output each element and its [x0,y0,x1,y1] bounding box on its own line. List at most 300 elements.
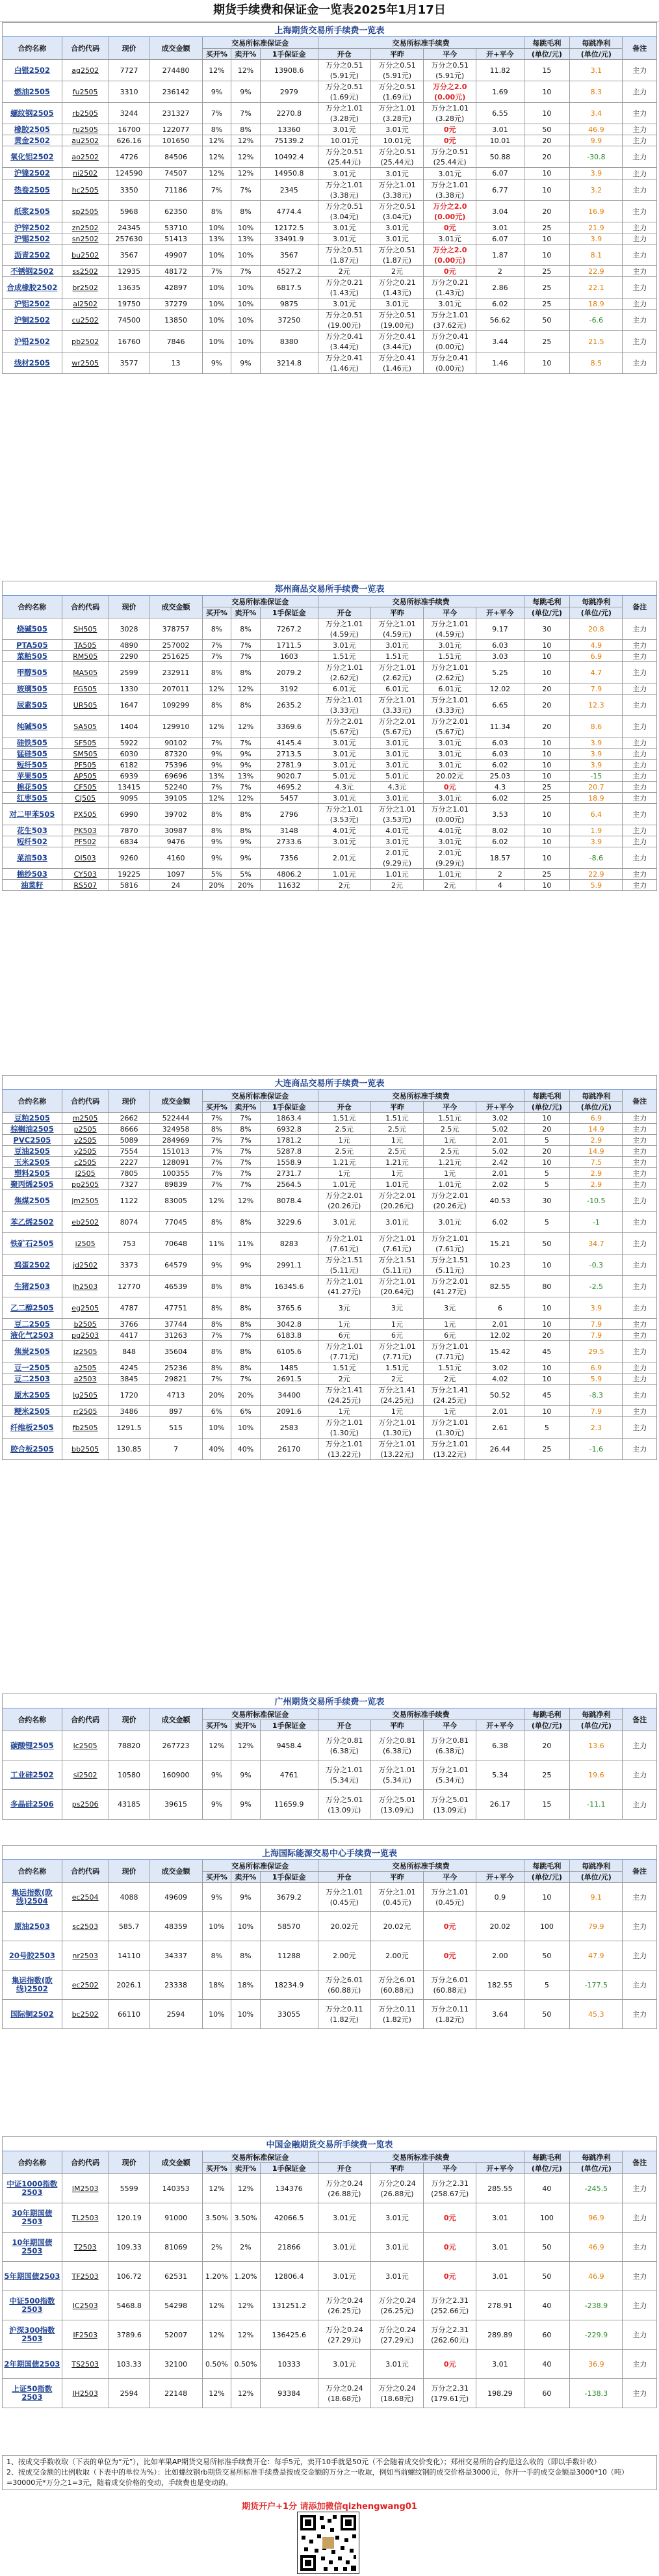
contract-name-link[interactable]: 铁矿石2505 [3,1233,62,1255]
close-today-fee-cell-value: 2元 [444,1375,456,1383]
contract-code-link[interactable]: pg2503 [62,1330,109,1341]
margin-per-lot-cell: 2079.2 [260,662,318,684]
open-fee-cell-value: 2.01元 [333,854,356,862]
table-row[interactable] [3,60,657,81]
contract-code-link[interactable]: ps2506 [62,1790,109,1820]
table-row[interactable] [3,662,657,684]
contract-code-link[interactable]: jz2505 [62,1341,109,1362]
contract-name-link[interactable]: 红枣505 [3,793,62,804]
contract-code-link[interactable]: ss2502 [62,266,109,277]
open-fee-cell [318,352,370,374]
volume-cell: 4160 [149,847,202,869]
contract-name-link[interactable]: 集运指数(欧线)2502 [3,1971,62,2000]
table-row[interactable] [3,277,657,299]
contract-name-link[interactable]: 花生503 [3,825,62,836]
table-row[interactable] [3,749,657,760]
column-header: 交易所标准手续费 [318,1090,524,1102]
close-today-fee-cell-amount: (0.00元) [434,213,466,221]
contract-name-link[interactable]: 焦煤2505 [3,1190,62,1212]
table-row[interactable] [3,1883,657,1912]
contract-code-link[interactable]: l2505 [62,1168,109,1179]
contract-code-link[interactable]: jd2502 [62,1255,109,1276]
contract-code-link[interactable]: m2505 [62,1113,109,1124]
contract-name-link[interactable]: 上证50指数2503 [3,2379,62,2408]
contract-name-link[interactable]: 中证500指数2503 [3,2291,62,2320]
close-old-fee-cell [370,201,423,222]
table-row[interactable] [3,825,657,836]
table-row[interactable] [3,1912,657,1941]
contract-code-link[interactable]: OI503 [62,847,109,869]
contract-code-link[interactable]: FG505 [62,684,109,695]
contract-code-link[interactable]: bc2502 [62,2000,109,2029]
table-row[interactable] [3,1406,657,1417]
table-row[interactable] [3,2000,657,2029]
contract-name-link[interactable]: 工业硅2502 [3,1760,62,1790]
contract-name-link[interactable]: 塑料2505 [3,1168,62,1179]
table-row[interactable] [3,2233,657,2262]
contract-name-link[interactable]: 沪锡2502 [3,233,62,245]
contract-name-link[interactable]: 豆粕2505 [3,1113,62,1124]
table-row[interactable] [3,640,657,651]
contract-name-link[interactable]: 锰硅505 [3,749,62,760]
contract-code-link[interactable]: rb2505 [62,103,109,124]
margin-per-lot-cell: 11288 [260,1941,318,1971]
contract-name-link[interactable]: 集运指数(欧线)2504 [3,1883,62,1912]
contract-code-link[interactable]: AP505 [62,771,109,782]
table-row[interactable] [3,771,657,782]
short-margin-cell: 7% [231,1157,261,1168]
contract-name-link[interactable]: 棉花505 [3,782,62,793]
contract-code-link[interactable]: rr2505 [62,1406,109,1417]
contract-code-link[interactable]: sc2503 [62,1912,109,1941]
contract-name-link[interactable]: 油菜籽 [3,880,62,891]
contract-name-link[interactable]: 生猪2503 [3,1276,62,1297]
tick-value-cell: 5 [524,1212,570,1233]
table-row[interactable] [3,1760,657,1790]
contract-name-link[interactable]: 豆二2503 [3,1374,62,1385]
contract-name-link[interactable]: 螺纹钢2505 [3,103,62,124]
close-old-fee-cell-value: 3.01元 [385,2272,409,2281]
table-row[interactable] [3,352,657,374]
contract-code-link[interactable]: ag2502 [62,60,109,81]
table-row[interactable] [3,1362,657,1374]
open-fee-cell [318,168,370,179]
contract-name-link[interactable]: 沪铝2502 [3,299,62,310]
contract-code-link[interactable]: SM505 [62,749,109,760]
column-header: 每跳毛利 [524,37,570,49]
contract-code-link[interactable]: TL2503 [62,2203,109,2233]
table-row[interactable] [3,124,657,135]
contract-code-link[interactable]: ec2502 [62,1971,109,2000]
close-today-fee-cell-value: 3.01元 [438,169,461,178]
close-today-fee-cell-amount: (0.00元) [434,93,466,101]
contract-code-link[interactable]: MA505 [62,662,109,684]
contract-code-link[interactable]: pp2505 [62,1179,109,1190]
contract-code-link[interactable]: IM2503 [62,2174,109,2203]
close-today-fee-cell-amount: (258.67元) [431,2190,469,2198]
contract-code-link[interactable]: hc2505 [62,179,109,201]
table-row[interactable] [3,179,657,201]
contract-name-link[interactable]: 苹果505 [3,771,62,782]
contract-code-link[interactable]: p2505 [62,1124,109,1135]
contract-name-link[interactable]: 沥青2502 [3,245,62,266]
contract-code-link[interactable]: b2505 [62,1319,109,1330]
contract-name-link[interactable]: 液化气2503 [3,1330,62,1341]
open-fee-cell [318,2350,370,2379]
margin-per-lot-cell: 2733.6 [260,836,318,847]
table-row[interactable] [3,1941,657,1971]
contract-name-link[interactable]: 甲醇505 [3,662,62,684]
contract-name-link[interactable]: 黄金2502 [3,135,62,146]
contract-name-link[interactable]: PTA505 [3,640,62,651]
contract-code-link[interactable]: RM505 [62,651,109,662]
table-row[interactable] [3,245,657,266]
margin-per-lot-cell: 6817.5 [260,277,318,299]
table-row[interactable] [3,103,657,124]
tick-value-cell: 50 [524,2262,570,2291]
contract-code-link[interactable]: SH505 [62,618,109,640]
open-fee-cell [318,880,370,891]
contract-code-link[interactable]: lg2505 [62,1385,109,1406]
contract-name-link[interactable]: 棉纱503 [3,869,62,880]
table-row[interactable] [3,266,657,277]
margin-per-lot-cell: 1485 [260,1362,318,1374]
contract-code-link[interactable]: ru2505 [62,124,109,135]
contract-code-link[interactable]: a2503 [62,1374,109,1385]
contract-code-link[interactable]: wr2505 [62,352,109,374]
contract-code-link[interactable]: sn2502 [62,233,109,245]
contract-name-link[interactable]: 苯乙烯2502 [3,1212,62,1233]
table-row[interactable] [3,2350,657,2379]
contract-code-link[interactable]: RS507 [62,880,109,891]
contract-code-link[interactable]: fu2505 [62,81,109,103]
contract-name-link[interactable]: 沪铅2502 [3,331,62,352]
table-row[interactable] [3,1255,657,1276]
margin-per-lot-cell: 10333 [260,2350,318,2379]
close-old-fee-cell-value: 万分之0.11 [378,2005,416,2013]
close-old-fee-cell-value: 万分之0.41 [378,354,416,362]
close-today-fee-cell [424,1113,476,1124]
table-row[interactable] [3,1385,657,1406]
table-row[interactable] [3,651,657,662]
contract-code-link[interactable]: lh2503 [62,1276,109,1297]
close-old-fee-cell-value: 3.01元 [385,761,409,769]
table-row[interactable] [3,1341,657,1362]
close-old-fee-cell-amount: (0.45元) [382,1898,411,1907]
table-row[interactable] [3,310,657,331]
table-row[interactable] [3,1417,657,1439]
contract-name-link[interactable]: 焦炭2505 [3,1341,62,1362]
contract-name-link[interactable]: 沪镍2502 [3,168,62,179]
open-plus-close-cell: 3.03 [476,651,524,662]
close-today-fee-cell-value: 万分之2.0 [432,202,467,211]
contract-code-link[interactable]: CY503 [62,869,109,880]
close-old-fee-cell-value: 6元 [391,1331,403,1340]
price-cell: 9095 [109,793,149,804]
table-row[interactable] [3,2174,657,2203]
table-row[interactable] [3,233,657,245]
table-row[interactable] [3,331,657,352]
table-row[interactable] [3,1330,657,1341]
contract-name-link[interactable]: 5年期国债2503 [3,2262,62,2291]
contract-code-link[interactable]: au2502 [62,135,109,146]
remark-cell: 主力 [623,1297,657,1319]
table-row[interactable] [3,1135,657,1146]
contract-code-link[interactable]: IC2503 [62,2291,109,2320]
contract-code-link[interactable]: PF502 [62,836,109,847]
table-row[interactable] [3,716,657,737]
contract-code-link[interactable]: v2505 [62,1135,109,1146]
table-row[interactable] [3,684,657,695]
column-header: 开+平今 [476,49,524,60]
table-row[interactable] [3,299,657,310]
table-row[interactable] [3,135,657,146]
contract-code-link[interactable]: pb2502 [62,331,109,352]
contract-name-link[interactable]: 原木2505 [3,1385,62,1406]
contract-name-link[interactable]: 豆一2505 [3,1362,62,1374]
column-header: 开仓 [318,1102,370,1113]
contract-name-link[interactable]: 豆油2505 [3,1146,62,1157]
margin-per-lot-cell: 93384 [260,2379,318,2408]
table-row[interactable] [3,1190,657,1212]
table-row[interactable] [3,2291,657,2320]
table-row[interactable] [3,2320,657,2350]
table-row[interactable] [3,1179,657,1190]
table-row[interactable] [3,201,657,222]
contract-code-link[interactable]: UR505 [62,695,109,716]
table-row[interactable] [3,836,657,847]
table-row[interactable] [3,1124,657,1135]
contract-name-link[interactable]: 沪深300指数2503 [3,2320,62,2350]
contract-name-link[interactable]: 纤维板2505 [3,1417,62,1439]
price-cell: 3567 [109,245,149,266]
volume-cell: 46539 [149,1276,202,1297]
table-row[interactable] [3,880,657,891]
close-today-fee-cell-value: 万分之1.01 [431,620,469,628]
contract-name-link[interactable]: 菜粕505 [3,651,62,662]
contract-code-link[interactable]: bu2502 [62,245,109,266]
contract-name-link[interactable]: 菜油503 [3,847,62,869]
contract-code-link[interactable]: SA505 [62,716,109,737]
long-margin-cell: 12% [202,168,231,179]
table-row[interactable] [3,1276,657,1297]
table-row[interactable] [3,146,657,168]
contract-name-link[interactable]: 乙二醇2505 [3,1297,62,1319]
contract-name-link[interactable]: 30年期国债2503 [3,2203,62,2233]
contract-code-link[interactable]: jm2505 [62,1190,109,1212]
contract-name-link[interactable]: 粳米2505 [3,1406,62,1417]
contract-code-link[interactable]: br2502 [62,277,109,299]
close-old-fee-cell [370,1406,423,1417]
table-row[interactable] [3,782,657,793]
long-margin-cell: 7% [202,1168,231,1179]
contract-code-link[interactable]: ni2502 [62,168,109,179]
contract-name-link[interactable]: PVC2505 [3,1135,62,1146]
contract-code-link[interactable]: fb2505 [62,1417,109,1439]
contract-code-link[interactable]: TA505 [62,640,109,651]
table-row[interactable] [3,1731,657,1760]
tick-value-cell: 10 [524,737,570,749]
table-row[interactable] [3,869,657,880]
table-row[interactable] [3,1146,657,1157]
contract-name-link[interactable]: 中证1000指数2503 [3,2174,62,2203]
contract-code-link[interactable]: bb2505 [62,1439,109,1460]
contract-code-link[interactable]: PK503 [62,825,109,836]
table-row[interactable] [3,1168,657,1179]
contract-name-link[interactable]: 燃油2505 [3,81,62,103]
contract-code-link[interactable]: T2503 [62,2233,109,2262]
contract-code-link[interactable]: TS2503 [62,2350,109,2379]
contract-code-link[interactable]: CF505 [62,782,109,793]
contract-code-link[interactable]: sp2505 [62,201,109,222]
open-fee-cell [318,1135,370,1146]
close-today-fee-cell-value: 0元 [443,224,456,232]
contract-code-link[interactable]: i2505 [62,1233,109,1255]
table-row[interactable] [3,793,657,804]
contract-name-link[interactable]: 纯碱505 [3,716,62,737]
contract-name-link[interactable]: 合成橡胶2502 [3,277,62,299]
contract-code-link[interactable]: zn2502 [62,222,109,233]
contract-name-link[interactable]: 玻璃505 [3,684,62,695]
table-row[interactable] [3,1157,657,1168]
open-fee-cell-amount: (1.43元) [330,289,359,297]
volume-cell: 83005 [149,1190,202,1212]
contract-name-link[interactable]: 烧碱505 [3,618,62,640]
tick-value-cell: 10 [524,662,570,684]
table-row[interactable] [3,2379,657,2408]
open-plus-close-cell: 18.57 [476,847,524,869]
contract-code-link[interactable]: ao2502 [62,146,109,168]
open-fee-cell-amount: (1.46元) [330,364,359,373]
contract-name-link[interactable]: 2年期国债2503 [3,2350,62,2379]
table-row[interactable] [3,695,657,716]
table-row[interactable] [3,81,657,103]
open-fee-cell-value: 10.01元 [330,137,359,145]
price-cell: 5816 [109,880,149,891]
contract-code-link[interactable]: cu2502 [62,310,109,331]
contract-name-link[interactable]: 10年期国债2503 [3,2233,62,2262]
table-row[interactable] [3,618,657,640]
contract-code-link[interactable]: si2502 [62,1760,109,1790]
contract-code-link[interactable]: nr2503 [62,1941,109,1971]
contract-code-link[interactable]: al2502 [62,299,109,310]
contract-code-link[interactable]: SF505 [62,737,109,749]
contract-name-link[interactable]: 短纤502 [3,836,62,847]
table-row[interactable] [3,737,657,749]
table-row[interactable] [3,1439,657,1460]
open-fee-cell [318,847,370,869]
table-row[interactable] [3,1297,657,1319]
contract-name-link[interactable]: 20号胶2503 [3,1941,62,1971]
contract-name-link[interactable]: 多晶硅2506 [3,1790,62,1820]
short-margin-cell: 8% [231,1341,261,1362]
contract-code-link[interactable]: IH2503 [62,2379,109,2408]
table-row[interactable] [3,804,657,825]
close-old-fee-cell-value: 1元 [391,1136,403,1145]
contract-name-link[interactable]: 白银2502 [3,60,62,81]
remark-cell: 主力 [623,60,657,81]
contract-name-link[interactable]: 沪锌2502 [3,222,62,233]
contract-name-link[interactable]: 沪铜2502 [3,310,62,331]
table-row[interactable] [3,1319,657,1330]
table-row[interactable] [3,168,657,179]
table-row[interactable] [3,222,657,233]
table-row[interactable] [3,2203,657,2233]
contract-code-link[interactable]: CJ505 [62,793,109,804]
contract-code-link[interactable]: y2505 [62,1146,109,1157]
contract-name-link[interactable]: 短纤505 [3,760,62,771]
contract-name-link[interactable]: 硅铁505 [3,737,62,749]
long-margin-cell: 9% [202,81,231,103]
table-row[interactable] [3,2262,657,2291]
contract-name-link[interactable]: 碳酸锂2505 [3,1731,62,1760]
close-old-fee-cell-amount: (5.11元) [382,1266,412,1275]
contract-code-link[interactable]: a2505 [62,1362,109,1374]
close-old-fee-cell [370,2203,423,2233]
remark-cell: 主力 [623,2320,657,2350]
margin-per-lot-cell: 2731.7 [260,1168,318,1179]
contract-code-link[interactable]: PX505 [62,804,109,825]
contract-name-link[interactable]: 豆二2505 [3,1319,62,1330]
table-row[interactable] [3,760,657,771]
close-today-fee-cell-value: 万分之1.01 [431,805,469,814]
contract-name-link[interactable]: 不锈钢2502 [3,266,62,277]
contract-code-link[interactable]: TF2503 [62,2262,109,2291]
contract-code-link[interactable]: eb2502 [62,1212,109,1233]
price-cell: 626.16 [109,135,149,146]
table-row[interactable] [3,1113,657,1124]
contract-code-link[interactable]: c2505 [62,1157,109,1168]
contract-name-link[interactable]: 热卷2505 [3,179,62,201]
contract-name-link[interactable]: 国际铜2502 [3,2000,62,2029]
contract-name-link[interactable]: 氧化铝2502 [3,146,62,168]
open-fee-cell [318,1179,370,1190]
short-margin-cell: 7% [231,103,261,124]
contract-code-link[interactable]: lc2505 [62,1731,109,1760]
volume-cell: 32100 [149,2350,202,2379]
tick-value-cell: 10 [524,1255,570,1276]
contract-code-link[interactable]: eg2505 [62,1297,109,1319]
table-row[interactable] [3,1790,657,1820]
contract-name-link[interactable]: 胶合板2505 [3,1439,62,1460]
contract-name-link[interactable]: 原油2503 [3,1912,62,1941]
contract-name-link[interactable]: 纸浆2505 [3,201,62,222]
table-row[interactable] [3,847,657,869]
contract-name-link[interactable]: 棕榈油2505 [3,1124,62,1135]
contract-code-link[interactable]: PF505 [62,760,109,771]
contract-name-link[interactable]: 对二甲苯505 [3,804,62,825]
contract-name-link[interactable]: 尿素505 [3,695,62,716]
close-today-fee-cell [424,299,476,310]
column-header: 合约名称 [3,1708,62,1731]
contract-name-link[interactable]: 玉米2505 [3,1157,62,1168]
long-margin-cell: 8% [202,1276,231,1297]
table-row[interactable] [3,1212,657,1233]
close-today-fee-cell-value: 万分之2.0 [432,246,467,254]
table-row[interactable] [3,1971,657,2000]
contract-name-link[interactable]: 橡胶2505 [3,124,62,135]
table-row[interactable] [3,1374,657,1385]
contract-name-link[interactable]: 鸡蛋2502 [3,1255,62,1276]
table-row[interactable] [3,1233,657,1255]
close-old-fee-cell [370,1168,423,1179]
contract-name-link[interactable]: 线材2505 [3,352,62,374]
contract-name-link[interactable]: 聚丙烯2505 [3,1179,62,1190]
volume-cell: 22148 [149,2379,202,2408]
contract-code-link[interactable]: ec2504 [62,1883,109,1912]
column-header: 卖开% [231,49,261,60]
contract-code-link[interactable]: IF2503 [62,2320,109,2350]
